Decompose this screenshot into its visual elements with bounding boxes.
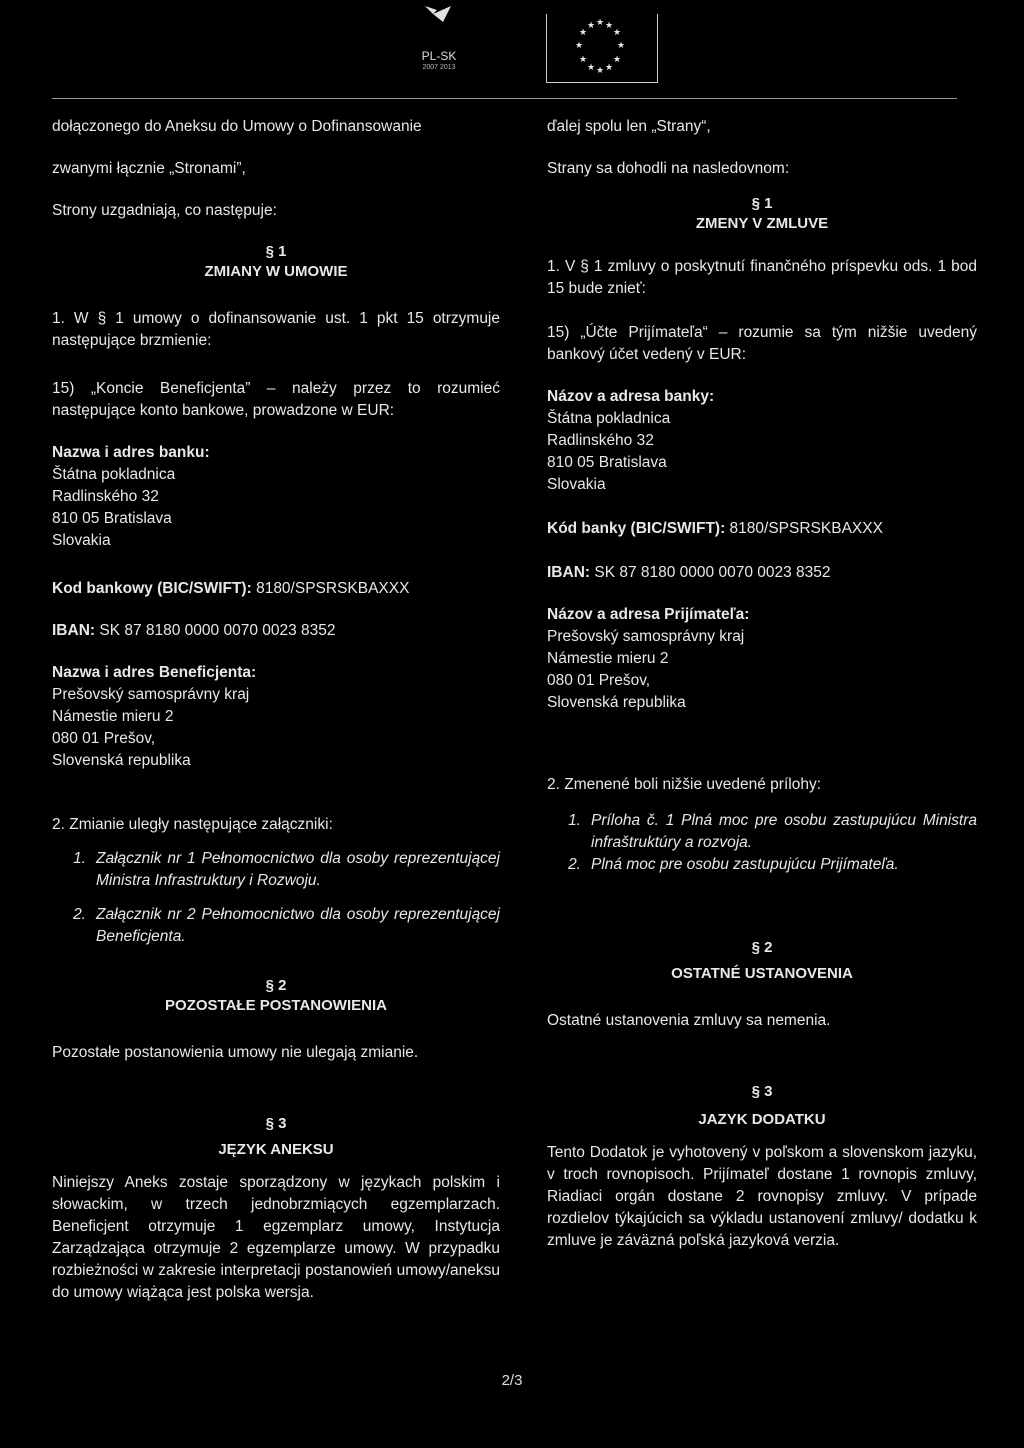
bank-label: Nazwa i adres banku:: [52, 444, 210, 461]
program-logo-text: PL-SK: [421, 49, 457, 63]
section-3-paragraph: Niniejszy Aneks zostaje sporządzony w językach polskim i słowackim, w trzech jednobrzmiących egzemplarzach. Beneficjent otrzymuje 1 egzemplarz umowy, Instytucja Zarządzająca otrzymuje 2 egzemplarze umowy. W przypadku rozbieżności w zakresie interpretacji postanowień umowy/aneksu do umowy wiążąca jest polska wersja.: [52, 1174, 505, 1301]
bank-line: 810 05 Bratislava: [547, 454, 667, 471]
attachment-number: 2.: [568, 856, 581, 873]
bank-code-line: [547, 518, 977, 540]
bank-line: Radlinského 32: [547, 432, 654, 449]
section-2-number: § 2: [751, 939, 773, 956]
svg-text:★: ★: [595, 66, 605, 76]
intro-line-2: Strany sa dohodli na nasledovnom:: [547, 160, 790, 177]
section-1-paragraph-1: 1. V § 1 zmluvy o poskytnutí finančného príspevku ods. 1 bod 15 bude znieť:: [547, 258, 982, 297]
attachment-item: [547, 854, 977, 876]
iban-line: [52, 620, 500, 642]
attachment-number: 2.: [73, 906, 86, 923]
attachment-number: 1.: [568, 812, 581, 829]
section-3-paragraph: Tento Dodatok je vyhotovený v poľskom a slovenskom jazyku, v troch rovnopisoch. Prijímateľ dostane 1 rovnopis zmluvy, Riadiaci orgán dostane 2 rovnopisy zmluvy. V prípade rozdielov týkajúcich sa výkladu ustanovení zmluvy/ dodatku k zmluve je záväzná poľská jazyková verzia.: [547, 1144, 982, 1249]
section-2-paragraph: Pozostałe postanowienia umowy nie ulegają zmianie.: [52, 1044, 419, 1061]
polish-column: [52, 116, 505, 1304]
svg-text:★: ★: [586, 63, 596, 73]
beneficiary-line: 080 01 Prešov,: [52, 730, 156, 747]
bank-code-label: Kod bankowy (BIC/SWIFT):: [52, 580, 252, 597]
section-1-title: ZMIANY W UMOWIE: [204, 263, 348, 280]
attachment-text: Załącznik nr 2 Pełnomocnictwo dla osoby reprezentującej Beneficjenta.: [96, 906, 500, 945]
section-1-paragraph-1: 1. W § 1 umowy o dofinansowanie ust. 1 pkt 15 otrzymuje następujące brzmienie:: [52, 310, 505, 349]
bank-code-line: [52, 578, 500, 600]
beneficiary-label: Nazwa i adres Beneficjenta:: [52, 664, 257, 681]
page-header: [0, 0, 1024, 100]
iban-label: IBAN:: [547, 564, 591, 581]
attachment-item: [52, 848, 500, 892]
svg-text:★: ★: [574, 41, 584, 51]
svg-text:★: ★: [578, 55, 588, 65]
section-3-title: JAZYK DODATKU: [698, 1111, 826, 1128]
section-1-number: § 1: [751, 195, 773, 212]
bank-line: Štátna pokladnica: [547, 410, 671, 427]
iban-value: SK 87 8180 0000 0070 0023 8352: [590, 564, 831, 581]
section-1-number: § 1: [265, 243, 287, 260]
bank-line: Radlinského 32: [52, 488, 159, 505]
intro-line-1: ďalej spolu len „Strany“,: [547, 118, 711, 135]
attachment-item: [547, 810, 977, 854]
header-divider: [52, 98, 957, 99]
svg-text:★: ★: [578, 28, 588, 38]
bank-line: Štátna pokladnica: [52, 466, 176, 483]
bank-label: Názov a adresa banky:: [547, 388, 715, 405]
section-3-number: § 3: [751, 1083, 773, 1100]
bank-code-value: 8180/SPSRSKBAXXX: [251, 580, 410, 597]
section-3-title: JĘZYK ANEKSU: [218, 1141, 334, 1158]
section-1-paragraph-2: 15) „Účte Prijímateľa“ – rozumie sa tým nižšie uvedený bankový účet vedený v EUR:: [547, 324, 982, 363]
program-logo-icon: [423, 4, 453, 24]
section-2-title: POZOSTAŁE POSTANOWIENIA: [165, 997, 387, 1014]
eu-flag: [546, 14, 658, 83]
attachment-number: 1.: [73, 850, 86, 867]
section-2-paragraph: Ostatné ustanovenia zmluvy sa nemenia.: [547, 1012, 831, 1029]
page-number: 2/3: [501, 1372, 523, 1389]
intro-line-3: Strony uzgadniają, co następuje:: [52, 202, 277, 219]
svg-text:★: ★: [612, 55, 622, 65]
recipient-line: Prešovský samosprávny kraj: [547, 628, 745, 645]
section-1-paragraph-2: 15) „Koncie Beneficjenta” – należy przez to rozumieć następujące konto bankowe, prowadzone w EUR:: [52, 380, 505, 419]
bank-line: Slovakia: [52, 532, 111, 549]
svg-text:★: ★: [612, 28, 622, 38]
attachment-text: Plná moc pre osobu zastupujúcu Prijímateľa.: [591, 856, 899, 873]
section-1-paragraph-3: 2. Zmenené boli nižšie uvedené prílohy:: [547, 776, 821, 793]
recipient-label: Názov a adresa Prijímateľa:: [547, 606, 750, 623]
section-1-paragraph-3: 2. Zmianie uległy następujące załączniki:: [52, 816, 333, 833]
svg-text:★: ★: [586, 21, 596, 31]
svg-text:★: ★: [604, 21, 614, 31]
bank-line: Slovakia: [547, 476, 606, 493]
beneficiary-line: Slovenská republika: [52, 752, 191, 769]
attachment-text: Príloha č. 1 Plná moc pre osobu zastupujúcu Ministra infraštruktúry a rozvoja.: [591, 812, 977, 851]
svg-text:★: ★: [616, 41, 626, 51]
recipient-line: 080 01 Prešov,: [547, 672, 651, 689]
svg-text:★: ★: [604, 63, 614, 73]
section-1-title: ZMENY V ZMLUVE: [695, 215, 829, 232]
attachment-text: Załącznik nr 1 Pełnomocnictwo dla osoby reprezentującej Ministra Infrastruktury i Rozwoju.: [96, 850, 500, 889]
beneficiary-line: Prešovský samosprávny kraj: [52, 686, 250, 703]
beneficiary-line: Námestie mieru 2: [52, 708, 174, 725]
eu-stars-icon: [547, 14, 657, 82]
slovak-column: [547, 116, 982, 1252]
iban-line: [547, 562, 977, 584]
section-2-number: § 2: [265, 977, 287, 994]
bank-code-label: Kód banky (BIC/SWIFT):: [547, 520, 726, 537]
iban-label: IBAN:: [52, 622, 96, 639]
program-logo-years: 2007 2013: [422, 64, 456, 71]
svg-text:★: ★: [595, 18, 605, 28]
intro-line-1: dołączonego do Aneksu do Umowy o Dofinansowanie: [52, 118, 422, 135]
bank-line: 810 05 Bratislava: [52, 510, 172, 527]
intro-line-2: zwanymi łącznie „Stronami”,: [52, 160, 246, 177]
attachment-item: [52, 904, 500, 948]
section-2-title: OSTATNÉ USTANOVENIA: [671, 965, 853, 982]
bank-code-value: 8180/SPSRSKBAXXX: [725, 520, 883, 537]
iban-value: SK 87 8180 0000 0070 0023 8352: [95, 622, 336, 639]
recipient-line: Slovenská republika: [547, 694, 686, 711]
recipient-line: Námestie mieru 2: [547, 650, 669, 667]
section-3-number: § 3: [265, 1115, 287, 1132]
